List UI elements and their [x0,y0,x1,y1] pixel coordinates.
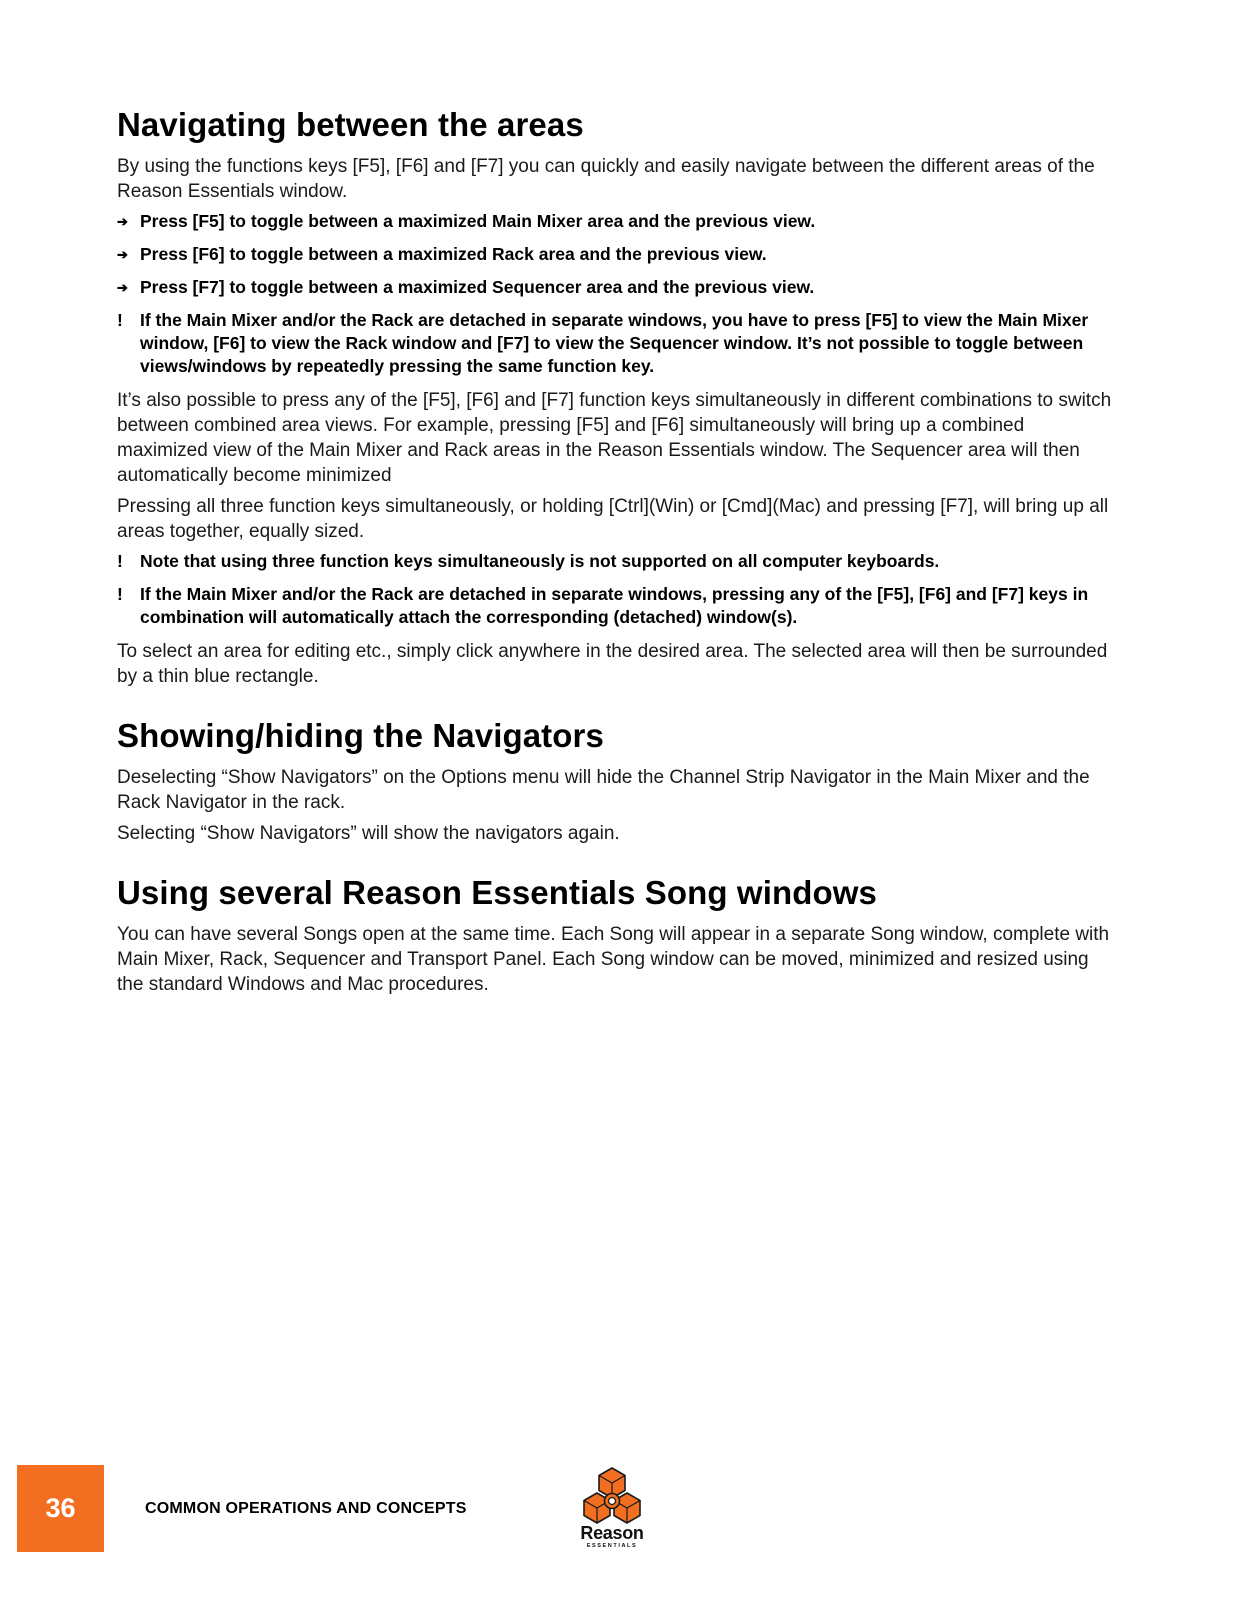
note-text: If the Main Mixer and/or the Rack are detached in separate windows, you have to press [F5] to view the Main Mixer window, [F6] to view the Rack window and [F7] to view the Sequencer window. It’s not possible to toggle between views/windows by repeatedly pressing the same function key. [140,310,1089,376]
step-item [117,210,1117,233]
deselect-navigators-paragraph: Deselecting “Show Navigators” on the Options menu will hide the Channel Strip Navigator in the Main Mixer and the Rack Navigator in the rack. [117,767,1090,813]
arrow-icon: ➔ [117,247,128,262]
section-heading-song-windows: Using several Reason Essentials Song windows [117,874,877,911]
step-item [117,276,1117,299]
select-area-paragraph: To select an area for editing etc., simply click anywhere in the desired area. The selected area will then be surrounded by a thin blue rectangle. [117,641,1108,687]
page-content [117,104,1117,1003]
step-text: Press [F5] to toggle between a maximized Main Mixer area and the previous view. [140,211,816,231]
arrow-icon: ➔ [117,280,128,295]
step-text: Press [F7] to toggle between a maximized Sequencer area and the previous view. [140,277,815,297]
exclamation-icon: ! [117,551,123,571]
intro-paragraph: By using the functions keys [F5], [F6] and [F7] you can quickly and easily navigate between the different areas of the Reason Essentials window. [117,156,1095,202]
step-text: Press [F6] to toggle between a maximized Rack area and the previous view. [140,244,767,264]
song-windows-paragraph: You can have several Songs open at the same time. Each Song will appear in a separate Song window, complete with Main Mixer, Rack, Sequencer and Transport Panel. Each Song window can be moved, minimized and resized using the standard Windows and Mac procedures. [117,924,1110,995]
arrow-icon: ➔ [117,214,128,229]
step-item [117,243,1117,266]
section-heading-navigators: Showing/hiding the Navigators [117,717,604,754]
chapter-title: COMMON OPERATIONS AND CONCEPTS [145,1500,467,1517]
note-text: Note that using three function keys simultaneously is not supported on all computer keyboards. [140,551,940,571]
note-text: If the Main Mixer and/or the Rack are detached in separate windows, pressing any of the [F5], [F6] and [F7] keys in combination will automatically attach the corresponding (detached) window(s). [140,584,1089,627]
logo-subtitle: ESSENTIALS [586,1543,638,1549]
all-areas-paragraph: Pressing all three function keys simultaneously, or holding [Ctrl](Win) or [Cmd](Mac) and pressing [F7], will bring up all areas together, equally sized. [117,496,1109,542]
reason-essentials-logo [572,1466,652,1552]
page-number-box [17,1465,104,1552]
note-item [117,309,1117,378]
exclamation-icon: ! [117,310,123,330]
combined-views-paragraph: It’s also possible to press any of the [F5], [F6] and [F7] function keys simultaneously in different combinations to switch between combined area views. For example, pressing [F5] and [F6] simultaneously will bring up a combined maximized view of the Main Mixer and Rack areas in the Reason Essentials window. The Sequencer area will then automatically become minimized [117,390,1112,486]
exclamation-icon: ! [117,584,123,604]
reason-logo-icon [580,1466,644,1524]
select-navigators-paragraph: Selecting “Show Navigators” will show the navigators again. [117,823,620,844]
page-number: 36 [45,1493,76,1523]
logo-wordmark: Reason [580,1523,644,1543]
section-heading-navigating: Navigating between the areas [117,106,584,143]
note-item [117,550,1117,573]
note-item [117,583,1117,629]
